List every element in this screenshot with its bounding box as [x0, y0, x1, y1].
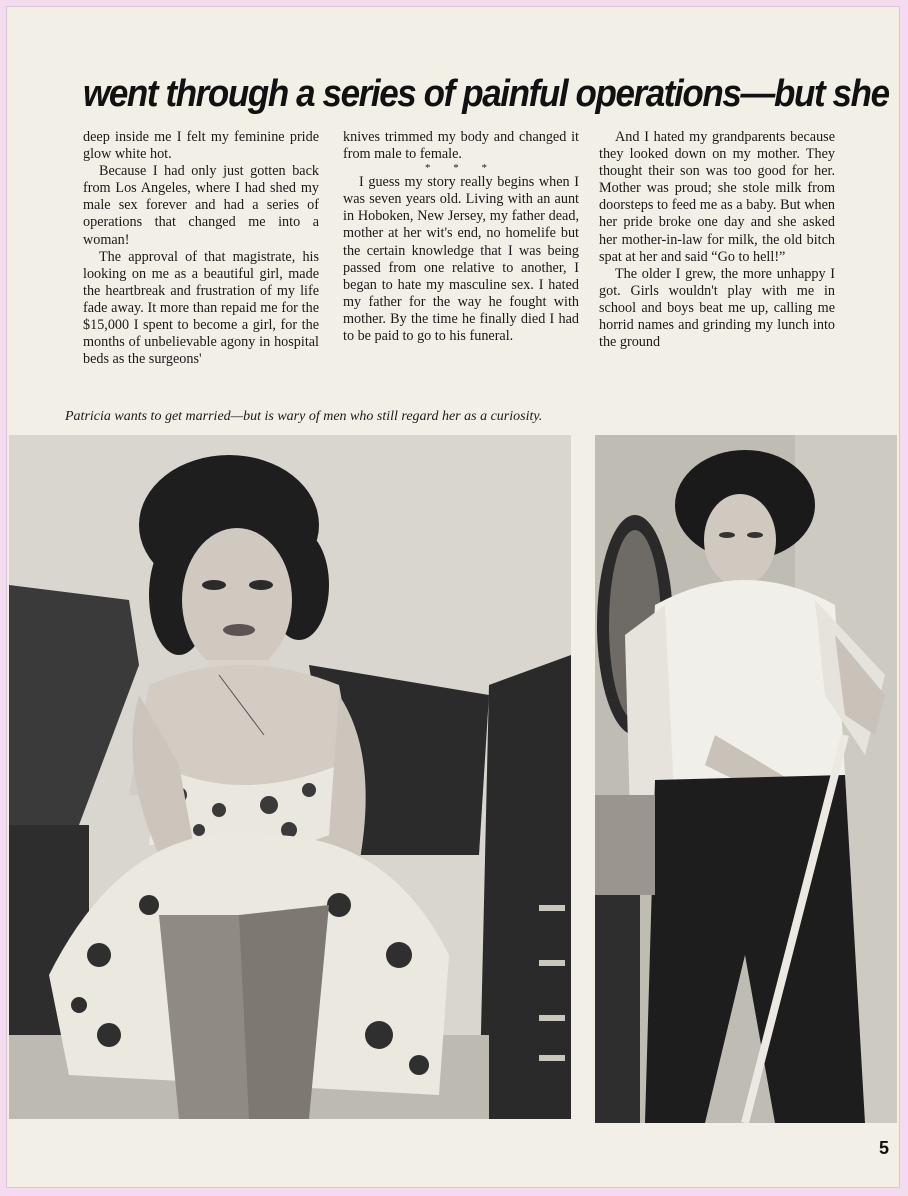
paragraph: I guess my story really begins when I was seven years old. Living with an aunt in Hoboken, New Jersey, my father dead, mother at her wit's end, no homelife but the certain knowledge that I was being passed from one relative to another, I began to hate my masculine sex. I hated my father for the way he fought with mother. By the time he finally died I had to be paid to go to his funeral. [343, 174, 579, 345]
headline: went through a series of painful operations—but she [83, 73, 889, 115]
text-column-2 [343, 129, 579, 345]
text-column-3 [599, 129, 835, 351]
photo-woman-with-broom [595, 435, 897, 1123]
paragraph: The approval of that magistrate, his looking on me as a beautiful girl, made the heartbreak and frustration of my life fade away. It more than repaid me for the $15,000 I spent to become a girl, for the months of unbelievable agony in hospital beds as the surgeons' [83, 248, 319, 368]
paragraph: deep inside me I felt my feminine pride glow white hot. [83, 129, 319, 163]
paragraph: Because I had only just gotten back from Los Angeles, where I had shed my male sex forever and had a series of operations that changed me into a woman! [83, 163, 319, 248]
seated-woman-illustration [9, 435, 571, 1119]
section-break: * * * [425, 162, 497, 175]
photo-seated-woman [9, 435, 571, 1119]
woman-with-broom-illustration [595, 435, 897, 1123]
paragraph: knives trimmed my body and changed it from male to female. [343, 129, 579, 163]
paragraph: The older I grew, the more unhappy I got. Girls wouldn't play with me in school and boys beat me up, calling me horrid names and grinding my lunch into the ground [599, 265, 835, 351]
text-column-1 [83, 129, 319, 368]
magazine-page [6, 6, 900, 1188]
photo-caption: Patricia wants to get married—but is wary of men who still regard her as a curiosity. [65, 409, 543, 424]
page-number: 5 [878, 1138, 889, 1158]
paragraph: And I hated my grandparents because they looked down on my mother. They thought their son was too good for her. Mother was proud; she stole milk from doorsteps to feed me as a baby. But when her pride broke one day and she asked her mother-in-law for milk, the old bitch spat at her and said “Go to hell!” [599, 129, 835, 265]
